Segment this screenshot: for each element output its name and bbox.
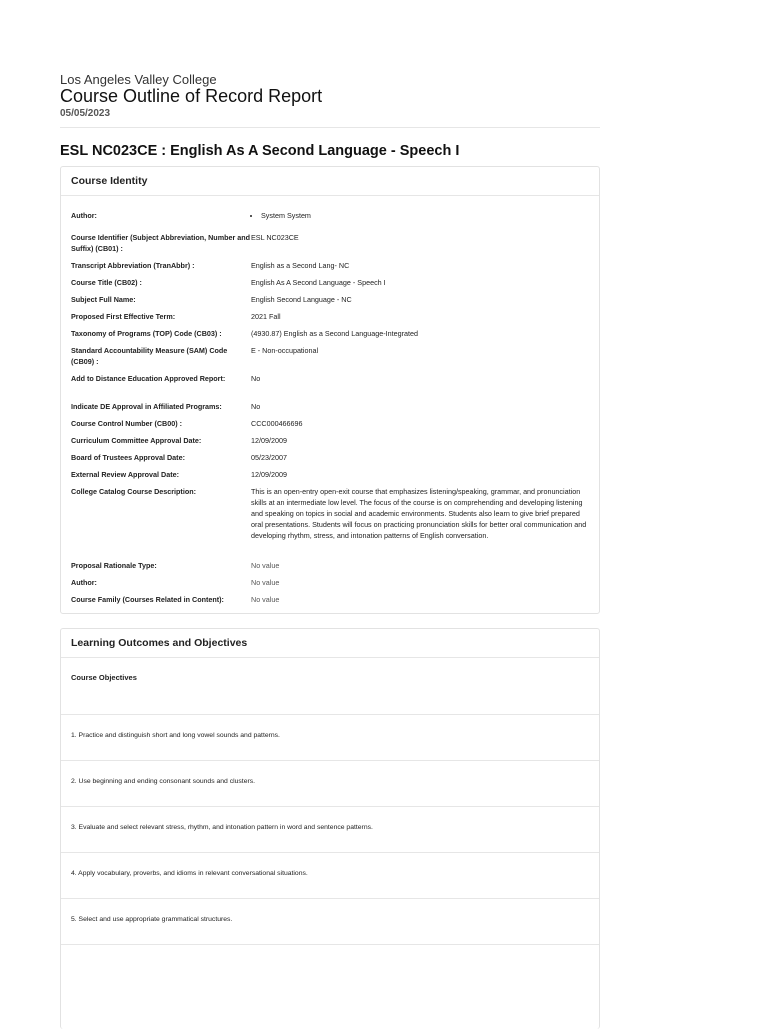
objective-item: 3. Evaluate and select relevant stress, rhythm, and intonation pattern in word and sentence patterns. bbox=[61, 807, 599, 853]
identity-row bbox=[61, 328, 599, 345]
course-identity-rows bbox=[61, 196, 599, 611]
objective-item: 4. Apply vocabulary, proverbs, and idioms in relevant conversational situations. bbox=[61, 853, 599, 899]
identity-row bbox=[61, 260, 599, 277]
identity-row bbox=[61, 373, 599, 401]
objective-item: 2. Use beginning and ending consonant sounds and clusters. bbox=[61, 761, 599, 807]
identity-row-label: Add to Distance Education Approved Report: bbox=[71, 374, 226, 383]
college-name: Los Angeles Valley College bbox=[60, 72, 217, 87]
identity-row-value: (4930.87) English as a Second Language-Integrated bbox=[251, 329, 419, 338]
identity-row-label: Author: bbox=[71, 211, 97, 220]
identity-row-label: Course Title (CB02) : bbox=[71, 278, 142, 287]
identity-row bbox=[61, 594, 599, 611]
learning-outcomes-title: Learning Outcomes and Objectives bbox=[61, 629, 599, 658]
identity-row-label: Course Control Number (CB00) : bbox=[71, 419, 183, 428]
identity-row-label: Subject Full Name: bbox=[71, 295, 136, 304]
identity-row-value: No value bbox=[251, 578, 280, 587]
identity-row-label: Indicate DE Approval in Affiliated Programs: bbox=[71, 402, 222, 411]
identity-row-value: 05/23/2007 bbox=[251, 453, 287, 462]
report-title: Course Outline of Record Report bbox=[60, 86, 323, 106]
identity-row-value: CCC000466696 bbox=[251, 419, 303, 428]
identity-row bbox=[61, 560, 599, 577]
identity-row bbox=[61, 469, 599, 486]
objective-item: 1. Practice and distinguish short and long vowel sounds and patterns. bbox=[61, 715, 599, 761]
identity-row-value bbox=[251, 210, 589, 232]
identity-row-value: No bbox=[251, 402, 261, 411]
identity-row-value: 12/09/2009 bbox=[251, 470, 287, 479]
identity-row-label: Board of Trustees Approval Date: bbox=[71, 453, 185, 462]
identity-row-label: Course Identifier (Subject Abbreviation, Number and Suffix) (CB01) : bbox=[71, 233, 251, 253]
learning-outcomes-card bbox=[60, 628, 600, 1029]
identity-row-value: No value bbox=[251, 595, 280, 604]
identity-row bbox=[61, 435, 599, 452]
identity-row bbox=[61, 577, 599, 594]
identity-row-label: College Catalog Course Description: bbox=[71, 487, 197, 496]
identity-row-value: This is an open-entry open-exit course that emphasizes listening/speaking, grammar, and pronunciation skills at an intermediate low level. The focus of the course is on comprehending and developing listening and speaking on topics in social and academic environments. Students also learn to give brief prepared oral presentations. Students will focus on practicing pronunciation skills for better oral communication and developing rhythm, stress, and intonation patterns of English conversation. bbox=[251, 487, 587, 540]
identity-row-label: Proposal Rationale Type: bbox=[71, 561, 157, 570]
identity-row-label: Course Family (Courses Related in Content): bbox=[71, 595, 224, 604]
identity-row-value: No value bbox=[251, 561, 280, 570]
header-divider bbox=[60, 127, 600, 128]
identity-row-value: English Second Language - NC bbox=[251, 295, 352, 304]
identity-row bbox=[61, 486, 599, 560]
identity-row bbox=[61, 452, 599, 469]
identity-row-label: External Review Approval Date: bbox=[71, 470, 179, 479]
identity-row bbox=[61, 401, 599, 418]
identity-row-bullet: • System System bbox=[261, 210, 589, 221]
identity-row-label: Standard Accountability Measure (SAM) Code (CB09) : bbox=[71, 346, 228, 366]
course-identity-card bbox=[60, 166, 600, 614]
identity-row-label: Curriculum Committee Approval Date: bbox=[71, 436, 202, 445]
identity-row bbox=[61, 294, 599, 311]
course-objectives-heading: Course Objectives bbox=[61, 658, 599, 715]
identity-row-value: English as a Second Lang- NC bbox=[251, 261, 350, 270]
identity-row-value: E - Non-occupational bbox=[251, 346, 319, 355]
identity-row bbox=[61, 277, 599, 294]
objective-item: 5. Select and use appropriate grammatical structures. bbox=[61, 899, 599, 945]
report-date: 05/05/2023 bbox=[60, 108, 111, 119]
identity-row bbox=[61, 210, 599, 232]
course-heading: ESL NC023CE : English As A Second Language - Speech I bbox=[60, 143, 460, 159]
identity-row bbox=[61, 232, 599, 260]
identity-row-value: No bbox=[251, 374, 261, 383]
identity-row-label: Author: bbox=[71, 578, 97, 587]
identity-row bbox=[61, 311, 599, 328]
identity-row bbox=[61, 418, 599, 435]
identity-row-label: Proposed First Effective Term: bbox=[71, 312, 176, 321]
identity-row-value: ESL NC023CE bbox=[251, 233, 299, 242]
identity-row bbox=[61, 345, 599, 373]
course-identity-title: Course Identity bbox=[61, 167, 599, 196]
identity-row-label: Transcript Abbreviation (TranAbbr) : bbox=[71, 261, 195, 270]
identity-row-value: English As A Second Language - Speech I bbox=[251, 278, 386, 287]
identity-row-value: 12/09/2009 bbox=[251, 436, 287, 445]
identity-row-value: 2021 Fall bbox=[251, 312, 281, 321]
objective-list bbox=[61, 715, 599, 945]
identity-row-label: Taxonomy of Programs (TOP) Code (CB03) : bbox=[71, 329, 222, 338]
